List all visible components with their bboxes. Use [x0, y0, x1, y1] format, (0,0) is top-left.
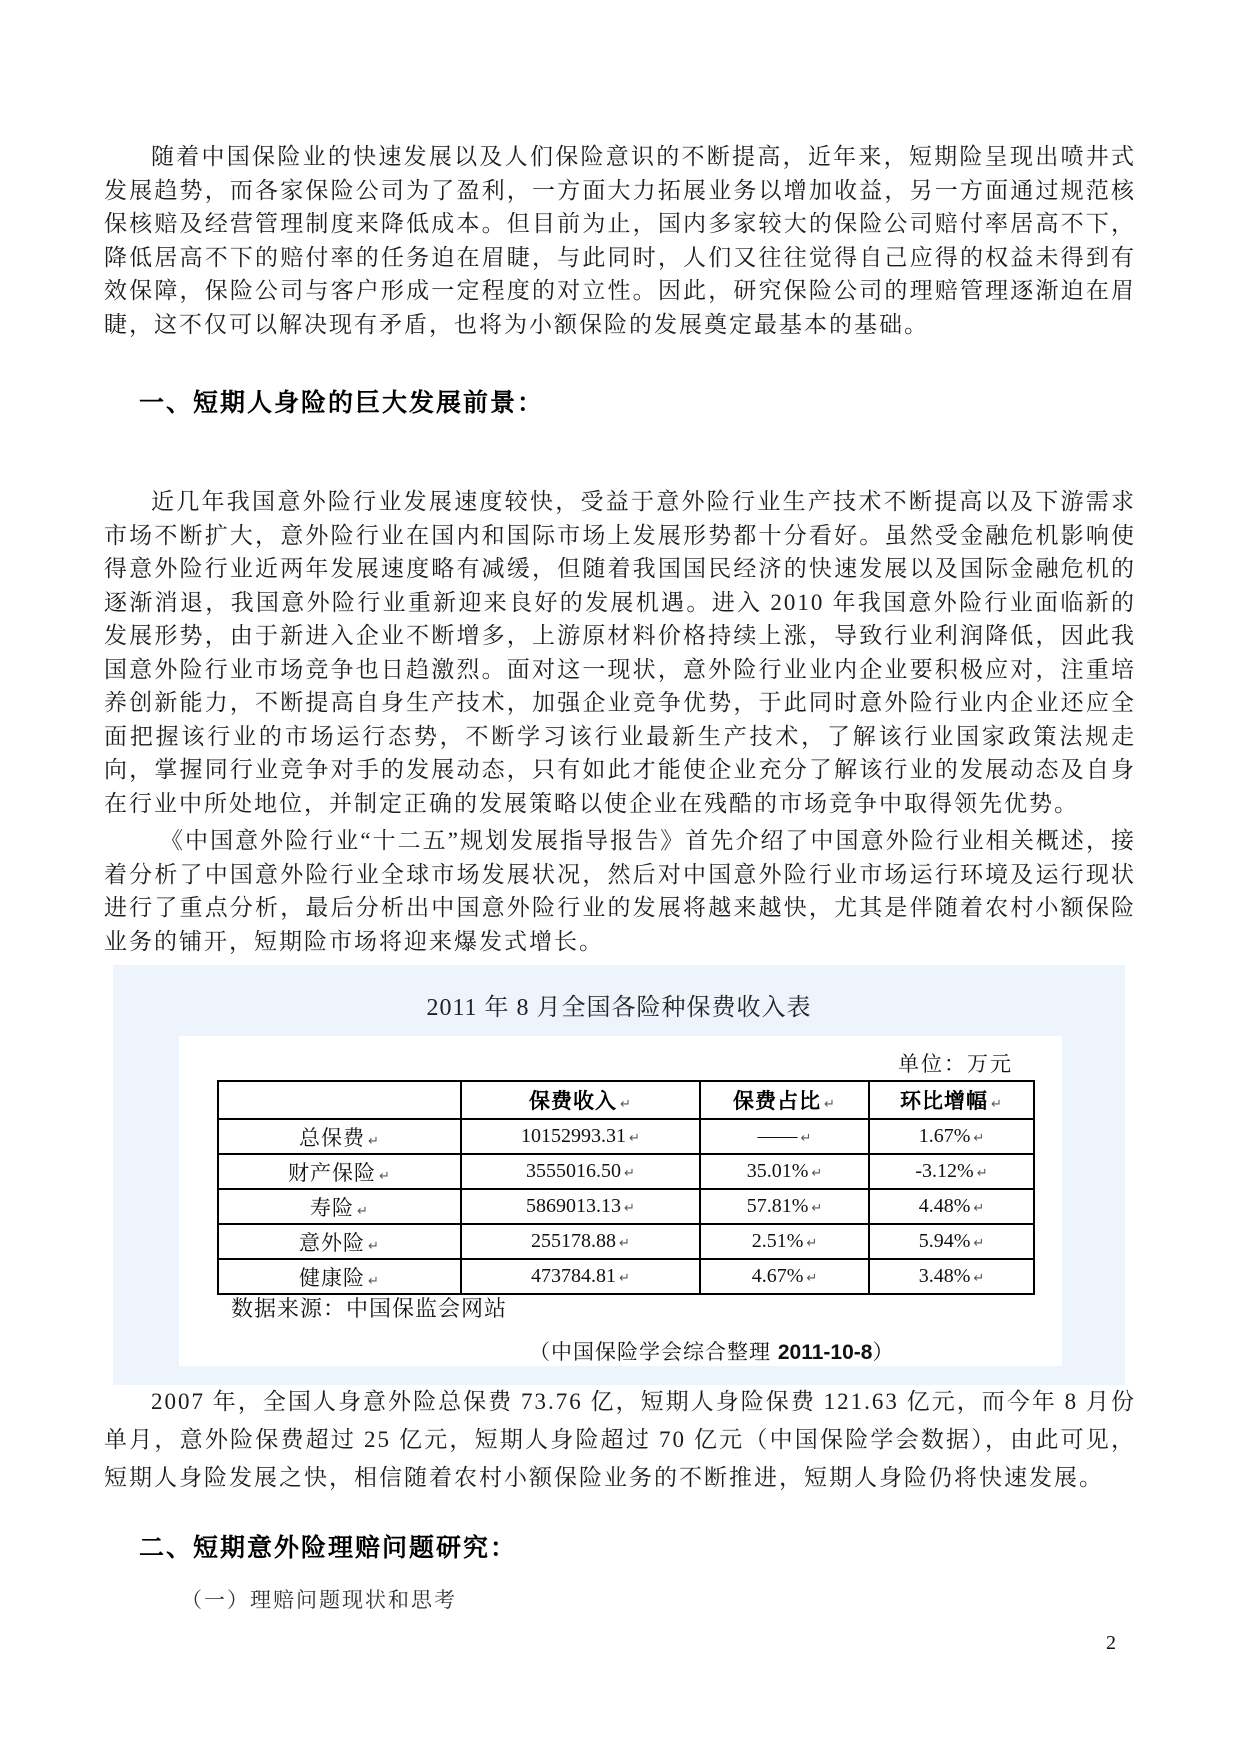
table-cell: 4.48% ↵ — [869, 1189, 1034, 1224]
end-of-cell-mark: ↵ — [806, 1236, 818, 1251]
table-cell: 健康险 ↵ — [218, 1259, 461, 1294]
paragraph-intro: 随着中国保险业的快速发展以及人们保险意识的不断提高，近年来，短期险呈现出喷井式发展趋势，而各家保险公司为了盈利，一方面大力拓展业务以增加收益，另一方面通过规范核保核赔及经营管理制度来降低成本。但目前为止，国内多家较大的保险公司赔付率居高不下，降低居高不下的赔付率的任务迫在眉睫，与此同时，人们又往往觉得自己应得的权益未得到有效保障，保险公司与客户形成一定程度的对立性。因此，研究保险公司的理赔管理逐渐迫在眉睫，这不仅可以解决现有矛盾，也将为小额保险的发展奠定最基本的基础。 — [104, 144, 1136, 337]
end-of-cell-mark: ↵ — [368, 1133, 380, 1149]
table-cell: 4.67% ↵ — [700, 1259, 869, 1294]
table-cell: —— ↵ — [700, 1119, 869, 1154]
end-of-cell-mark: ↵ — [629, 1131, 640, 1146]
table-cell — [218, 1081, 461, 1119]
table-row — [218, 1189, 1034, 1224]
table-cell: 总保费 ↵ — [218, 1119, 461, 1154]
credit-closing: ） — [872, 1341, 895, 1364]
section-heading-1: 一、短期人身险的巨大发展前景： — [139, 389, 545, 417]
end-of-cell-mark: ↵ — [800, 1131, 812, 1146]
paragraph-industry-outlook: 近几年我国意外险行业发展速度较快，受益于意外险行业生产技术不断提高以及下游需求市场不断扩大，意外险行业在国内和国际市场上发展形势都十分看好。虽然受金融危机影响使得意外险行业近两年发展速度略有减缓，但随着我国国民经济的快速发展以及国际金融危机的逐渐消退，我国意外险行业重新迎来良好的发展机遇。进入 2010 年我国意外险行业面临新的发展形势，由于新进入企业不断增多，上游原材料价格持续上涨，导致行业利润降低，因此我国意外险行业市场竞争也日趋激烈。面对这一现状，意外险行业业内企业要积极应对，注重培养创新能力，不断提高自身生产技术，加强企业竞争优势，于此同时意外险行业内企业还应全面把握该行业的市场运行态势，不断学习该行业最新生产技术，了解该行业国家政策法规走向，掌握同行业竞争对手的发展动态，只有如此才能使企业充分了解该行业的发展动态及自身在行业中所处地位，并制定正确的发展策略以使企业在残酷的市场竞争中取得领先优势。 — [104, 489, 1136, 816]
table-cell: 财产保险 ↵ — [218, 1154, 461, 1189]
subsection-heading: （一）理赔问题现状和思考 — [181, 1588, 457, 1612]
table-cell: 1.67% ↵ — [869, 1119, 1034, 1154]
table-header — [218, 1081, 1034, 1119]
credit-date: 2011-10-8 — [777, 1341, 873, 1364]
end-of-cell-mark: ↵ — [619, 1271, 630, 1286]
credit-note — [529, 1336, 894, 1366]
premium-income-table — [217, 1080, 1035, 1295]
table-body — [218, 1119, 1034, 1294]
table-cell: 2.51% ↵ — [700, 1224, 869, 1259]
table-cell: 5.94% ↵ — [869, 1224, 1034, 1259]
table-cell: 3.48% ↵ — [869, 1259, 1034, 1294]
table-row — [218, 1119, 1034, 1154]
end-of-cell-mark: ↵ — [619, 1236, 630, 1251]
end-of-cell-mark: ↵ — [973, 1236, 985, 1251]
table-row — [218, 1259, 1034, 1294]
table-cell: 5869013.13 ↵ — [461, 1189, 700, 1224]
end-of-cell-mark: ↵ — [824, 1097, 836, 1112]
end-of-cell-mark: ↵ — [991, 1097, 1003, 1112]
table-cell: 57.81% ↵ — [700, 1189, 869, 1224]
end-of-cell-mark: ↵ — [811, 1166, 823, 1181]
table-cell: 寿险 ↵ — [218, 1189, 461, 1224]
end-of-cell-mark: ↵ — [624, 1166, 635, 1181]
end-of-cell-mark: ↵ — [973, 1271, 985, 1286]
end-of-cell-mark: ↵ — [368, 1238, 380, 1254]
end-of-cell-mark: ↵ — [973, 1201, 985, 1216]
figure-title: 2011 年 8 月全国各险种保费收入表 — [426, 995, 812, 1021]
end-of-cell-mark: ↵ — [973, 1131, 985, 1146]
end-of-cell-mark: ↵ — [368, 1273, 380, 1289]
table-cell: 环比增幅 ↵ — [869, 1081, 1034, 1119]
end-of-cell-mark: ↵ — [811, 1201, 823, 1216]
table-cell: -3.12% ↵ — [869, 1154, 1034, 1189]
credit-text: （中国保险学会综合整理 — [529, 1341, 771, 1364]
page-number: 2 — [1106, 1632, 1116, 1654]
table-cell: 意外险 ↵ — [218, 1224, 461, 1259]
table-cell: 保费占比 ↵ — [700, 1081, 869, 1119]
paragraph-report-summary: 《中国意外险行业“十二五”规划发展指导报告》首先介绍了中国意外险行业相关概述，接着分析了中国意外险行业全球市场发展状况，然后对中国意外险行业市场运行环境及运行现状进行了重点分析，最后分析出中国意外险行业的发展将越来越快，尤其是伴随着农村小额保险业务的铺开，短期险市场将迎来爆发式增长。 — [104, 828, 1136, 954]
section-heading-2: 二、短期意外险理赔问题研究： — [139, 1534, 518, 1562]
table-cell: 3555016.50 ↵ — [461, 1154, 700, 1189]
unit-label: 单位：万元 — [898, 1053, 1013, 1076]
end-of-cell-mark: ↵ — [806, 1271, 818, 1286]
table-row — [218, 1154, 1034, 1189]
table-cell: 255178.88 ↵ — [461, 1224, 700, 1259]
paragraph-premium-growth: 2007 年，全国人身意外险总保费 73.76 亿，短期人身险保费 121.63 亿元，而今年 8 月份单月，意外险保费超过 25 亿元，短期人身险超过 70 亿元（中国保险学会数据），由此可见，短期人身险发展之快，相信随着农村小额保险业务的不断推进，短期人身险仍将快速发展。 — [104, 1389, 1136, 1490]
end-of-cell-mark: ↵ — [976, 1166, 988, 1181]
table-cell: 35.01% ↵ — [700, 1154, 869, 1189]
table-row — [218, 1224, 1034, 1259]
table-cell: 保费收入 ↵ — [461, 1081, 700, 1119]
end-of-cell-mark: ↵ — [624, 1201, 635, 1216]
table-cell: 10152993.31 ↵ — [461, 1119, 700, 1154]
premium-table-figure-panel — [113, 965, 1125, 1385]
table-cell: 473784.81 ↵ — [461, 1259, 700, 1294]
data-source-note: 数据来源：中国保监会网站 — [231, 1296, 508, 1321]
end-of-cell-mark: ↵ — [357, 1203, 369, 1219]
table-header-row — [218, 1081, 1034, 1119]
end-of-cell-mark: ↵ — [379, 1168, 391, 1184]
end-of-cell-mark: ↵ — [620, 1097, 632, 1112]
figure-inner-box — [179, 1036, 1062, 1366]
